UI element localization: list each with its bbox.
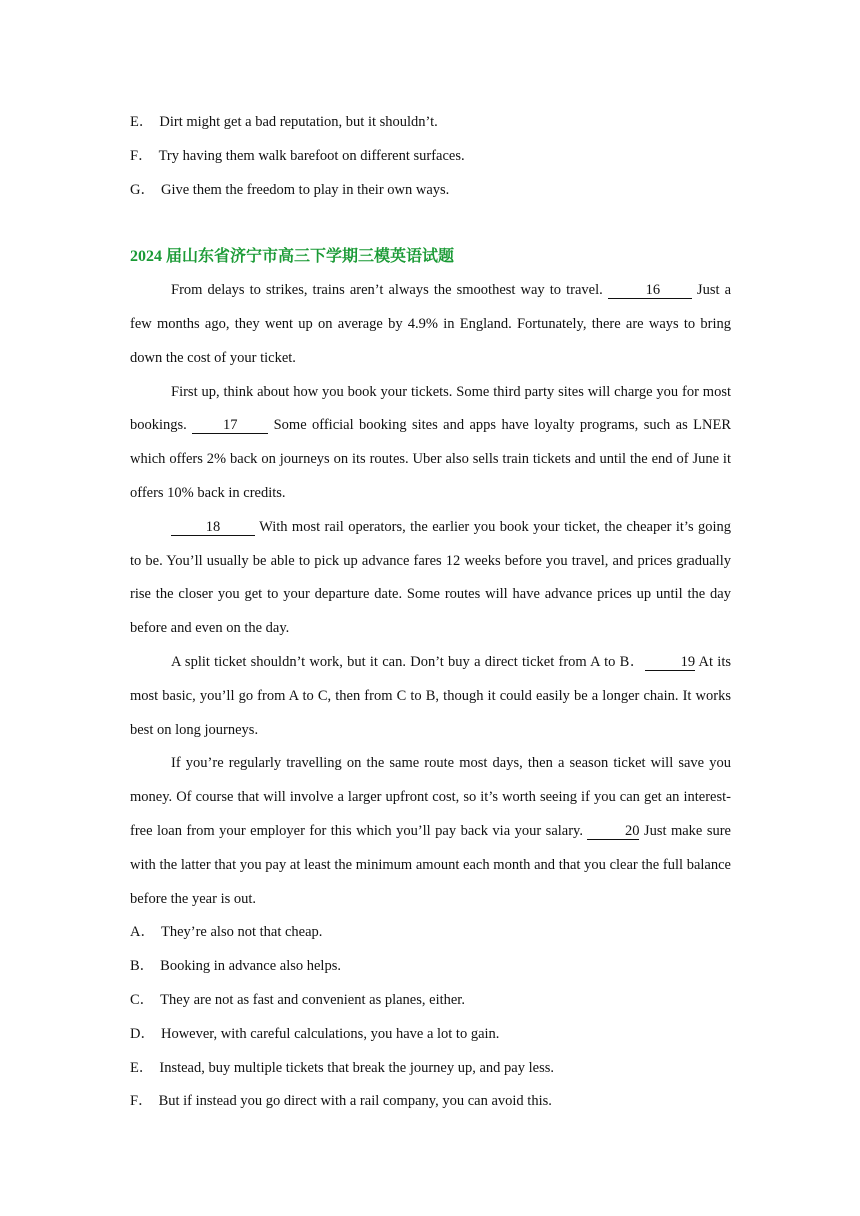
passage-paragraph-2 (130, 376, 731, 511)
paragraph-text: At its most basic, you’ll go from A to C, then from C to B, though it could easily be a longer chain. It works best on long journeys. (130, 653, 732, 738)
option-letter: B． (130, 958, 155, 975)
option-text: Instead, buy multiple tickets that break the journey up, and pay less. (159, 1059, 554, 1076)
option-letter: E． (130, 114, 154, 130)
section-gap (130, 207, 731, 240)
option-e-previous (130, 106, 731, 140)
option-text: However, with careful calculations, you have a lot to gain. (160, 1025, 500, 1042)
option-text: They’re also not that cheap. (160, 924, 323, 941)
paragraph-text: Just a few months ago, they went up on average by 4.9% in England. Fortunately, there are ways to bring down the cost of your ticket. (130, 282, 732, 366)
option-f (130, 1085, 731, 1119)
paragraph-text: First up, think about how you book your tickets. Some third party sites will charge you for most bookings. (130, 383, 731, 434)
option-b (130, 950, 731, 984)
option-text: But if instead you go direct with a rail company, you can avoid this. (158, 1093, 552, 1110)
option-text: They are not as fast and convenient as planes, either. (160, 991, 465, 1008)
option-letter: D． (130, 1025, 155, 1042)
option-letter: F． (130, 1093, 153, 1110)
option-c (130, 984, 731, 1018)
option-letter: C． (130, 991, 155, 1008)
paragraph-text: Some official booking sites and apps have loyalty programs, such as LNER which offers 2% back on journeys on its routes. Uber also sells train tickets and until the end of June it offers 10% back in credits. (130, 417, 732, 501)
option-text: Dirt might get a bad reputation, but it shouldn’t. (159, 114, 438, 130)
option-letter: G． (130, 181, 155, 198)
previous-options-list (130, 106, 731, 207)
option-g-previous (130, 174, 731, 208)
passage-paragraph-5 (130, 747, 731, 916)
passage (130, 274, 731, 916)
blank-19: 19 (645, 654, 695, 671)
option-e (130, 1052, 731, 1086)
blank-16: 16 (608, 282, 692, 299)
option-d (130, 1018, 731, 1052)
document-page (130, 106, 731, 1119)
passage-paragraph-3 (130, 511, 731, 646)
blank-17: 17 (192, 417, 268, 434)
passage-paragraph-4 (130, 646, 731, 747)
paragraph-text: With most rail operators, the earlier you book your ticket, the cheaper it’s going to be. You’ll usually be able to pick up advance fares 12 weeks before you travel, and prices gradually rise the closer you get to your departure date. Some routes will have advance prices up until the day before and even on the day. (130, 518, 731, 637)
paragraph-text: If you’re regularly travelling on the same route most days, then a season ticket will save you money. Of course that will involve a larger upfront cost, so it’s worth seeing if you can get an interest-free loan from your employer for this which you’ll pay back via your salary. (130, 755, 731, 839)
option-letter: F． (130, 147, 153, 164)
option-f-previous (130, 140, 731, 174)
option-text: Try having them walk barefoot on different surfaces. (158, 147, 465, 164)
blank-20: 20 (587, 823, 639, 840)
section-title: 2024 届山东省济宁市高三下学期三模英语试题 (130, 248, 455, 266)
blank-18: 18 (171, 519, 255, 536)
option-text: Booking in advance also helps. (160, 958, 341, 975)
option-text: Give them the freedom to play in their own ways. (160, 181, 450, 198)
option-letter: E． (130, 1059, 154, 1076)
option-a (130, 916, 731, 950)
paragraph-text: From delays to strikes, trains aren’t always the smoothest way to travel. (171, 282, 608, 299)
option-letter: A． (130, 924, 155, 941)
passage-paragraph-1 (130, 274, 731, 375)
paragraph-text: Just make sure with the latter that you pay at least the minimum amount each month and that you clear the full balance before the year is out. (130, 822, 731, 907)
paragraph-text: A split ticket shouldn’t work, but it can. Don’t buy a direct ticket from A to B． (171, 653, 646, 670)
options-list (130, 916, 731, 1119)
